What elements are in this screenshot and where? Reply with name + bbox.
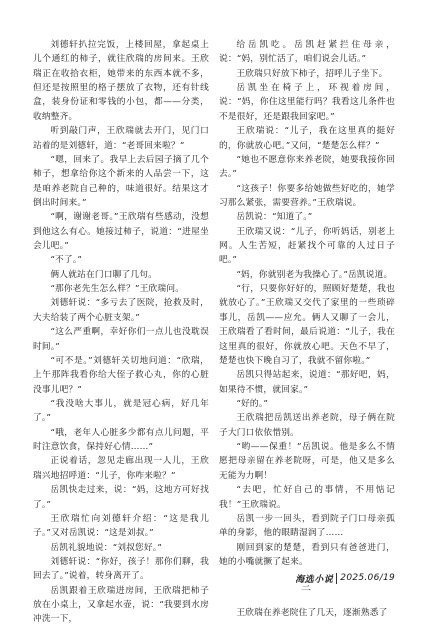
paragraph: 王欣瑞在养老院住了几天，逐渐熟悉了 [236, 607, 388, 618]
paragraph: 俩人就站在门口聊了几句。 [50, 269, 158, 280]
page-footer [291, 569, 395, 587]
paragraph: 岳凯一步一回头，看到院子门口母亲孤单的身影，他的眼睛湿润了…… [219, 513, 395, 539]
paragraph: “那你老先生怎么样？”王欣瑞问。 [50, 284, 185, 295]
right-text-column [219, 38, 395, 620]
paragraph: “嗯，回来了。我早上去后园子摘了几个柿子，想拿给你这个新来的人品尝一下，这是咱养老院自己种的，味道很好。结果这才倒出时间来。” [33, 154, 209, 208]
paragraph: “这孩子！你要多给她做些好吃的，她学习那么紧张，需要营养。”王欣瑞说。 [219, 183, 395, 208]
paragraph: “妈，你就别老为我操心了。”岳凯说道。 [236, 269, 393, 280]
right-paragraphs-after-section [219, 606, 395, 620]
paragraph: “我没啥大事儿，就是冠心病，好几年了。” [33, 398, 209, 424]
paragraph: 王欣瑞忙向刘德轩介绍：“这是我儿子。”又对岳凯说：“这是刘叔。” [33, 513, 209, 539]
paragraph: 王欣瑞又说：“儿子，你听妈话，别老上网。人生苦短，赶紧找个可靠的人过日子吧。” [219, 226, 395, 266]
paragraph: “哦，老年人心脏多少都有点儿问题，平时注意饮食，保持好心情……” [33, 427, 209, 453]
paragraph: 王欣瑞说：“儿子，我在这里真的挺好的，你就放心吧。”又问，“楚楚怎么样？” [219, 126, 395, 151]
paragraph: “不了。” [50, 255, 82, 266]
paragraph: “她也不愿意你来养老院，她要我接你回去。” [219, 154, 395, 180]
paragraph: “行，只要你好好的，照顾好楚楚，我也就放心了。”王欣瑞又交代了家里的一些琐碎事儿，岳凯——应允。俩人又聊了一会儿，王欣瑞看了看时间，最后说道：“儿子，我在这里真的很好，你就放心吧。天色不早了，楚楚也快下晚自习了，我就不留你啦。” [219, 284, 395, 366]
paragraph: 给岳凯吃。岳凯赶紧拦住母亲，说：“妈，别忙活了，咱们说会儿话。” [219, 40, 395, 65]
paragraph: 岳凯快走过来，说：“妈，这地方可好找了。” [33, 485, 209, 510]
paragraph: 岳凯只得站起来，说道：“那好吧，妈，如果待不惯，就回家。” [219, 370, 395, 395]
paragraph: 王欣瑞只好放下柿子，招呼儿子坐下。 [236, 68, 388, 79]
right-paragraphs [219, 38, 395, 569]
paragraph: 岳凯说：“知道了。” [236, 212, 313, 223]
section-title: 三 [301, 582, 313, 594]
issue-and-page: 2025.06/19 [340, 573, 395, 583]
paragraph: “可不是。”刘德轩关切地问道：“欣瑞，上午那阵我看你给大侄子救心丸，你的心脏没事儿吧？” [33, 355, 209, 395]
footer-divider [336, 573, 337, 584]
paragraph: “去吧，忙好自己的事情，不用惦记我！”王欣瑞说。 [219, 485, 395, 510]
paragraph: “哟——保重！”岳凯说。他是多么不情愿把母亲留在养老院呀，可是，他又是多么无能为力啊！ [219, 442, 395, 481]
paragraph: 刘德轩说：“你好，孩子！那你们聊，我回去了。”说着，转身离开了。 [33, 556, 209, 582]
paragraph: 听到敲门声，王欣瑞就去开门，见门口站着的是刘德轩，道：“老哥回来啦？” [33, 126, 209, 151]
paragraph: “这么严重啊，幸好你们一点儿也没耽误时间。” [33, 327, 209, 352]
paragraph: 岳凯跟着王欣瑞进房间，王欣瑞把柿子放在小桌上，又拿起水壶，说：“我要到水房冲洗一下， [33, 585, 209, 625]
paragraph: 刘德轩说：“多亏去了医院，抢救及时，大夫给装了两个心脏支架。” [33, 298, 209, 323]
paragraph: 正说着话，忽见走廊出现一人儿，王欣瑞兴地招呼道：“儿子，你咋来啦？” [33, 456, 209, 481]
left-text-column [33, 38, 209, 627]
paragraph: “好的。” [236, 398, 268, 409]
paragraph: “啊，谢谢老哥。”王欣瑞有些感动，没想到他这么有心。她接过柿子，说道：“进屋坐会儿吧。” [33, 212, 209, 252]
paragraph: 王欣瑞把岳凯送出养老院，母子俩在院子大门口依依惜别。 [219, 413, 395, 438]
paragraph: 岳凯坐在椅子上，环视着房间，说：“妈，你住这里能行吗？我看这儿条件也不是很好，还是跟我回家吧。” [219, 83, 395, 122]
paragraph: 刘德轩扒拉完饭，上楼回屋，拿起桌上儿个通红的柿子，就往欣瑞的房间来。王欣瑞正在收拾衣柜，她带来的东西本就不多，但还是按照里的格子摆放了衣物，还有针线盒，装身份证和零钱的小包，都——分类，收纳整齐。 [33, 40, 209, 122]
magazine-title: 海选小说 [295, 574, 334, 585]
paragraph: 刚回到家的楚楚，看到只有爸爸进门，她的小嘴就撅了起来。 [219, 542, 395, 567]
paragraph: 岳凯礼貌地说：“刘叔您好。” [50, 542, 162, 553]
